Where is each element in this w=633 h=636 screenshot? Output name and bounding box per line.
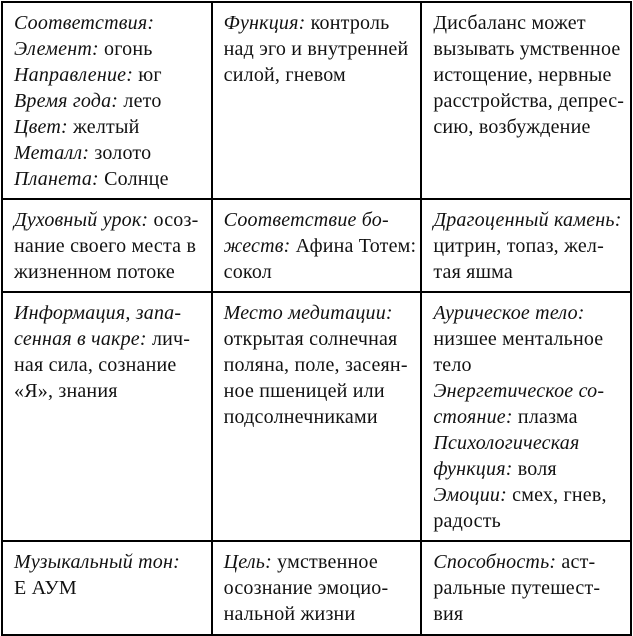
cell-line [224,326,415,352]
cell-line [14,88,205,114]
table-cell [212,2,422,199]
value-text: огонь [98,38,153,60]
cell-line [14,352,205,378]
label-text: Музыкальный тон: [14,551,180,573]
cell-line [14,300,205,326]
label-text: функция: [433,458,513,480]
cell-line [14,207,205,233]
cell-line [14,36,205,62]
label-text: Направление: [14,64,134,86]
cell-line [14,10,205,36]
table-row [2,292,631,541]
cell-line [433,378,624,404]
label-text: жеств: [223,235,291,257]
value-text: истощение, нервные [433,64,612,86]
value-text: тая яшма [433,261,513,283]
cell-line [433,259,624,285]
cell-line [224,378,415,404]
value-text: умственное [271,551,378,573]
cell-line [224,62,415,88]
cell-line [433,456,624,482]
cell-line [433,207,624,233]
chakra-correspondence-table [1,1,632,636]
value-text: ральные путешест- [433,577,601,599]
value-text: юг [133,64,162,86]
value-text: Дисбаланс может [433,12,586,34]
value-text: золото [89,142,152,164]
cell-line [224,36,415,62]
cell-line [224,352,415,378]
value-text: Афина Тотем: [290,235,417,257]
cell-line [224,259,415,285]
cell-line [14,378,205,404]
cell-line [224,404,415,430]
value-text: Е АУМ [14,577,77,599]
cell-line [433,114,624,140]
value-text: цитрин, топаз, жел- [433,235,604,257]
cell-line [433,36,624,62]
cell-line [14,233,205,259]
label-text: Драгоценный камень: [433,209,622,231]
label-text: стояние: [433,406,513,428]
table-cell [212,541,422,635]
label-text: Цель: [223,551,272,573]
value-text: тело [433,354,472,376]
value-text: «Я», знания [14,380,118,402]
cell-line [433,549,624,575]
table-cell [2,541,212,635]
cell-line [433,88,624,114]
table-cell [2,292,212,541]
cell-line [14,114,205,140]
cell-line [14,62,205,88]
value-text: над эго и внутренней [223,38,409,60]
cell-line [224,549,415,575]
label-text: сенная в чакре: [14,328,147,350]
cell-line [433,482,624,508]
table-cell [212,292,422,541]
value-text: сокол [223,261,272,283]
label-text: Соответствие бо- [223,209,389,231]
value-text: расстройства, депрес- [433,90,625,112]
value-text: открытая солнечная [223,328,398,350]
table-row [2,541,631,635]
cell-line [433,508,624,534]
value-text: желтый [67,116,140,138]
label-text: Металл: [14,142,90,164]
cell-line [14,259,205,285]
value-text: контроль [305,12,390,34]
table-cell [421,199,631,292]
label-text: Элемент: [14,38,99,60]
cell-line [433,233,624,259]
table-row [2,2,631,199]
cell-line [14,575,205,601]
cell-line [433,430,624,456]
value-text: низшее ментальное [433,328,604,350]
value-text: воля [512,458,557,480]
cell-line [433,10,624,36]
table-cell [421,292,631,541]
label-text: Психологическая [433,432,580,454]
cell-line [433,575,624,601]
cell-line [224,300,415,326]
value-text: аст- [556,551,596,573]
value-text: ная сила, сознание [14,354,177,376]
label-text: Планета: [14,168,99,190]
cell-line [433,62,624,88]
table-cell [2,2,212,199]
cell-line [14,140,205,166]
cell-line [433,601,624,627]
cell-line [224,10,415,36]
chakra-table-body [2,2,631,635]
value-text: силой, гневом [223,64,346,86]
value-text: плазма [512,406,578,428]
label-text: Эмоции: [433,484,507,506]
label-text: Функция: [223,12,306,34]
cell-line [433,404,624,430]
table-row [2,199,631,292]
label-text: Аурическое тело: [433,302,585,324]
label-text: Способность: [433,551,557,573]
value-text: лето [118,90,162,112]
value-text: нальной жизни [223,603,356,625]
value-text: подсолнечниками [223,406,378,428]
cell-line [224,233,415,259]
value-text: Солнце [98,168,169,190]
cell-line [433,352,624,378]
value-text: нание своего места в [14,235,197,257]
cell-line [224,207,415,233]
value-text: жизненном потоке [14,261,175,283]
label-text: Цвет: [14,116,68,138]
value-text: лич- [146,328,191,350]
label-text: Энергетическое со- [433,380,605,402]
table-cell [212,199,422,292]
value-text: смех, гнев, [506,484,607,506]
cell-line [224,601,415,627]
label-text: Духовный урок: [14,209,149,231]
table-cell [2,199,212,292]
value-text: вызывать умственное [433,38,621,60]
value-text: сию, возбуждение [433,116,591,138]
cell-line [224,575,415,601]
cell-line [14,326,205,352]
value-text: вия [433,603,464,625]
label-text: Место медитации: [223,302,393,324]
book-page [0,1,633,625]
label-text: Соответствия: [14,12,155,34]
cell-line [433,326,624,352]
value-text: ное пшеницей или [223,380,385,402]
table-cell [421,541,631,635]
table-cell [421,2,631,199]
cell-line [433,300,624,326]
cell-line [14,549,205,575]
label-text: Информация, запа- [14,302,182,324]
value-text: радость [433,510,502,532]
value-text: осоз- [148,209,199,231]
cell-line [14,166,205,192]
value-text: осознание эмоцио- [223,577,389,599]
label-text: Время года: [14,90,119,112]
value-text: поляна, поле, засеян- [223,354,408,376]
